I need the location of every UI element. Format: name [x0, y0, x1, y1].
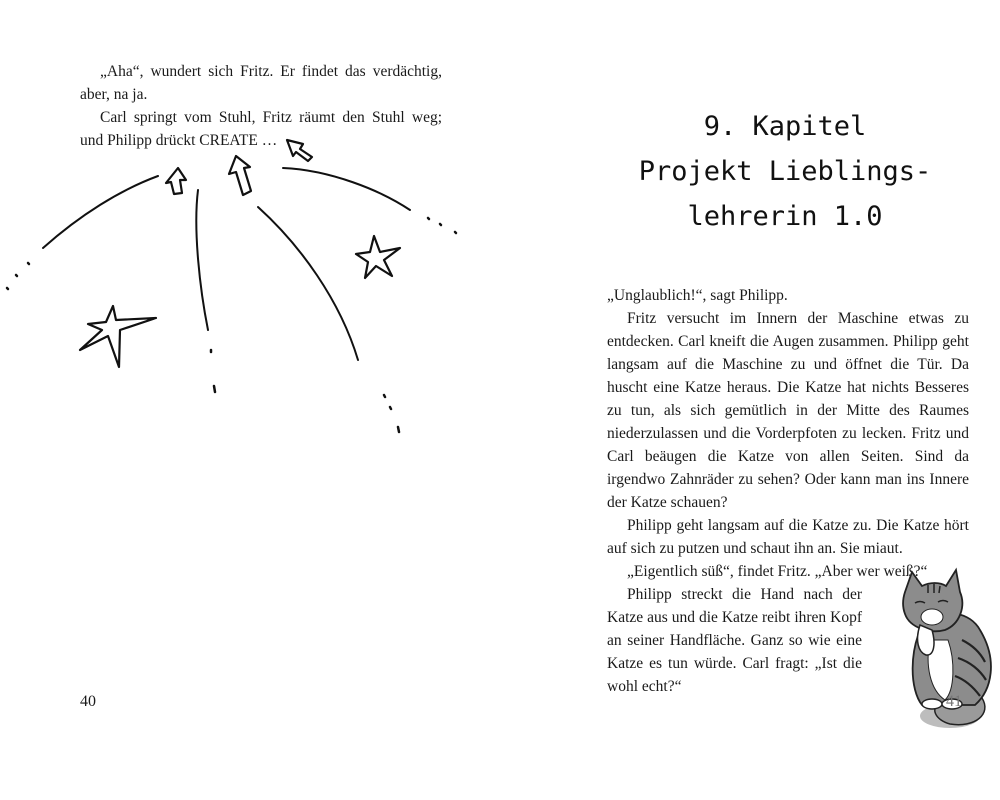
- paragraph: Fritz versucht im Innern der Maschine etwas zu entdecken. Carl kneift die Augen zusammen. Philipp geht langsam auf die Maschine zu und öffnet die Tür. Da huscht eine Katze heraus. Die Katze hat nichts Besseres zu tun, als sich gemütlich in der Mitte des Raumes niederzulassen und die Vorderpfoten zu lecken. Fritz und Carl beäugen die Katze von allen Seiten. Sind da irgendwo Zahnräder zu sehen? Oder kann man ins Innere der Katze schauen?: [607, 310, 969, 511]
- paragraph: „Eigentlich süß“, findet Fritz. „Aber wer weiß?“: [627, 563, 928, 580]
- paragraph: Philipp streckt die Hand nach der Katze aus und die Katze reibt ihren Kopf an seiner Handfläche. Ganz so wie eine Katze es tun würde. Carl fragt: „Ist die wohl echt?“: [607, 586, 862, 695]
- paragraph: Philipp geht langsam auf die Katze zu. Die Katze hört auf sich zu putzen und schaut ihn an. Sie miaut.: [607, 517, 969, 557]
- chapter-title-line: 9. Kapitel: [703, 111, 867, 142]
- paragraph: „Unglaublich!“, sagt Philipp.: [607, 287, 788, 304]
- page-number-right: 41: [946, 693, 962, 710]
- paragraph: „Aha“, wundert sich Fritz. Er findet das verdächtig, aber, na ja.: [80, 63, 442, 103]
- paragraph: Carl springt vom Stuhl, Fritz räumt den Stuhl weg; und Philipp drückt CREATE …: [80, 109, 442, 149]
- chapter-title-line: lehrerin 1.0: [687, 201, 883, 232]
- page-number-left: 40: [80, 693, 96, 710]
- chapter-title-line: Projekt Lieblings-: [638, 156, 932, 187]
